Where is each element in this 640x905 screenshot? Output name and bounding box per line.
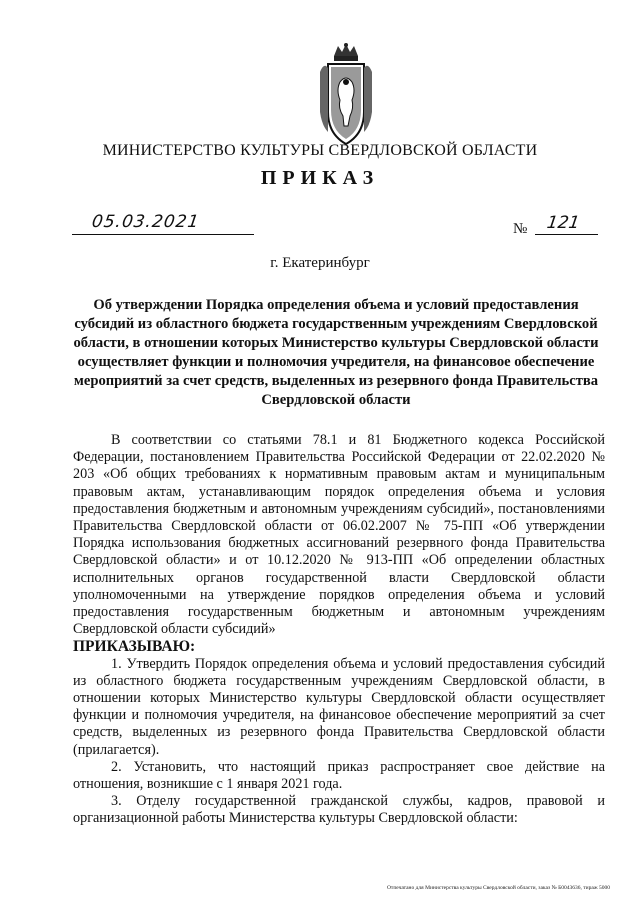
print-footer: Отпечатано для Министерства культуры Свердловской области, заказ № Б0043636, тираж 5000: [386, 885, 610, 891]
order-item-1: 1. Утвердить Порядок определения объема и условий предоставления субсидий из областного бюджета государственным учреждениям Свердловской области, в отношении которых Министерство культуры Свердловской области осуществляет функции и полномочия учредителя, на финансовое обеспечение мероприятий за счет средств, выделенных из резервного фонда Правительства Свердловской области (прилагается).: [73, 655, 605, 758]
order-number: 121: [545, 213, 581, 233]
ministry-name: МИНИСТЕРСТВО КУЛЬТУРЫ СВЕРДЛОВСКОЙ ОБЛАСТИ: [102, 142, 538, 159]
date-underline: [72, 234, 254, 235]
document-type: ПРИКАЗ: [260, 167, 380, 189]
order-body: [73, 432, 605, 828]
order-title: Об утверждении Порядка определения объема и условий предоставления субсидий из областного бюджета государственным учреждениям Свердловской области, в отношении которых Министерство культуры Свердловской области осуществляет функции и полномочия учредителя, на финансовое обеспечение мероприятий за счет средств, выделенных из резервного фонда Правительства Свердловской области: [73, 297, 599, 408]
number-label: №: [513, 221, 528, 237]
order-date: 05.03.2021: [90, 212, 201, 232]
order-item-3: 3. Отделу государственной гражданской службы, кадров, правовой и организационной работы Министерства культуры Свердловской области:: [73, 793, 605, 827]
preamble-paragraph: В соответствии со статьями 78.1 и 81 Бюджетного кодекса Российской Федерации, постановлением Правительства Российской Федерации от 22.02.2020 № 203 «Об общих требованиях к нормативным правовым актам и муниципальным правовым актам, устанавливающим порядок определения объема и условия предоставления бюджетным и автономным учреждениям субсидий», постановлениями Правительства Свердловской области от 06.02.2007 № 75-ПП «Об утверждении Порядка использования бюджетных ассигнований резервного фонда Правительства Свердловской области» и от 10.12.2020 № 913-ПП «Об определении областных исполнительных органов государственной власти Свердловской области уполномоченными на утверждение порядков определения объема и условий предоставления государственным бюджетным и автономным учреждениям Свердловской области субсидий»: [73, 432, 605, 638]
city: г. Екатеринбург: [270, 255, 370, 271]
order-word: ПРИКАЗЫВАЮ:: [73, 638, 196, 656]
order-item-2: 2. Установить, что настоящий приказ распространяет свое действие на отношения, возникшие с 1 января 2021 года.: [73, 758, 605, 793]
coat-of-arms-emblem: [318, 42, 374, 152]
number-underline: [535, 234, 598, 235]
